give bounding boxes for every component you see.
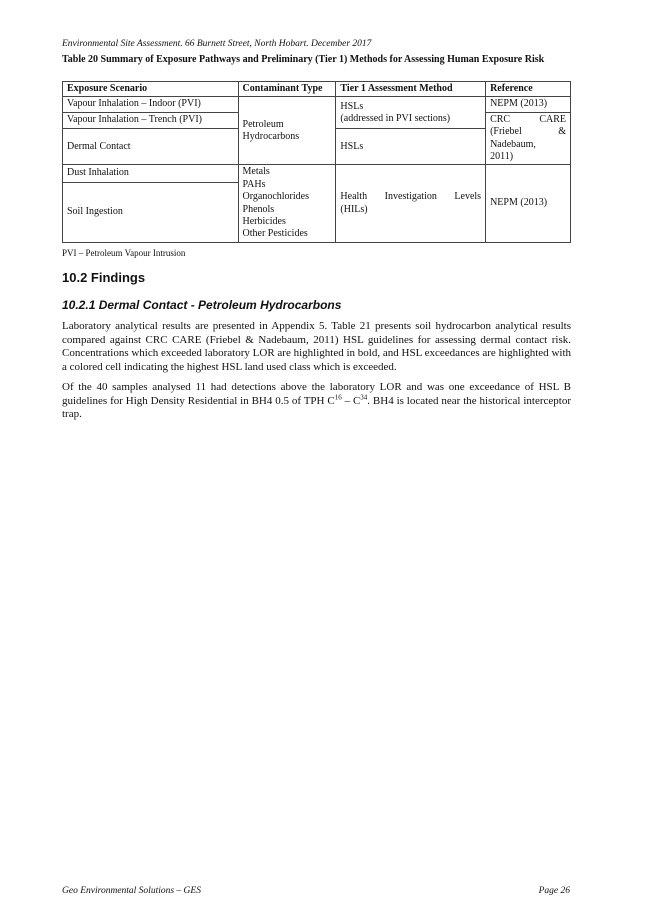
cell-line: Phenols (242, 203, 275, 215)
table-footnote: PVI – Petroleum Vapour Intrusion (62, 248, 186, 258)
superscript: 34 (360, 392, 368, 401)
paragraph (62, 381, 571, 422)
cell-line: PAHs (242, 178, 266, 190)
cell-line: Herbicides (242, 216, 286, 228)
table-cell: NEPM (2013) (486, 165, 571, 242)
table-cell (336, 165, 486, 242)
column-header: Exposure Scenario (63, 82, 239, 97)
text-run: . BH4 is located near the historical interceptor trap. (62, 394, 571, 420)
table-cell: NEPM (2013) (486, 97, 571, 112)
table-cell (486, 112, 571, 165)
cell-line: (Friebel & (490, 126, 566, 138)
table-header-row (63, 82, 571, 97)
text-run: Of the 40 samples analysed 11 had detections above the laboratory LOR and was one exceedance of HSL B guidelines for High Density Residential in BH4 0.5 of TPH C (62, 381, 571, 407)
table-cell: HSLs (336, 129, 486, 165)
table-caption: Table 20 Summary of Exposure Pathways and Preliminary (Tier 1) Methods for Assessing Human Exposure Risk (62, 54, 545, 65)
running-header: Environmental Site Assessment. 66 Burnett Street, North Hobart. December 2017 (62, 39, 372, 49)
column-header: Reference (486, 82, 571, 97)
paragraph: Laboratory analytical results are presented in Appendix 5. Table 21 presents soil hydrocarbon analytical results compared against CRC CARE (Friebel & Nadebaum, 2011) HSL guidelines for assessing dermal contact risk. Concentrations which exceeded laboratory LOR are highlighted in bold, and HSL exceedances are highlighted with a colored cell indicating the highest HSL land used class which is exceeded. (62, 320, 571, 373)
table-cell: Vapour Inhalation – Indoor (PVI) (63, 97, 239, 112)
table-cell: Petroleum Hydrocarbons (238, 97, 336, 165)
exposure-table (62, 81, 571, 243)
cell-line: Other Pesticides (242, 228, 308, 240)
cell-line: (HILs) (340, 203, 368, 215)
text-run: – C (341, 394, 361, 407)
table-cell: Dermal Contact (63, 129, 239, 165)
cell-line: Organochlorides (242, 191, 309, 203)
column-header: Tier 1 Assessment Method (336, 82, 486, 97)
column-header: Contaminant Type (238, 82, 336, 97)
table-cell: Soil Ingestion (63, 182, 239, 242)
table-cell: Dust Inhalation (63, 165, 239, 182)
section-heading: 10.2 Findings (62, 270, 146, 285)
subsection-heading: 10.2.1 Dermal Contact - Petroleum Hydrocarbons (62, 298, 342, 312)
table-row (63, 97, 571, 112)
table-row (63, 165, 571, 182)
cell-line: Health Investigation Levels (340, 191, 482, 203)
table-cell (336, 97, 486, 129)
cell-line: Metals (242, 166, 270, 178)
page-number: Page 26 (538, 886, 570, 896)
table-cell (238, 165, 336, 242)
cell-line: Nadebaum, (490, 138, 536, 150)
cell-line: (addressed in PVI sections) (340, 112, 451, 124)
table-cell: Vapour Inhalation – Trench (PVI) (63, 112, 239, 129)
cell-line: HSLs (340, 100, 364, 112)
footer-company: Geo Environmental Solutions – GES (62, 886, 201, 896)
cell-line: 2011) (490, 151, 514, 163)
cell-line: CRC CARE (490, 113, 566, 125)
superscript: 16 (334, 392, 342, 401)
